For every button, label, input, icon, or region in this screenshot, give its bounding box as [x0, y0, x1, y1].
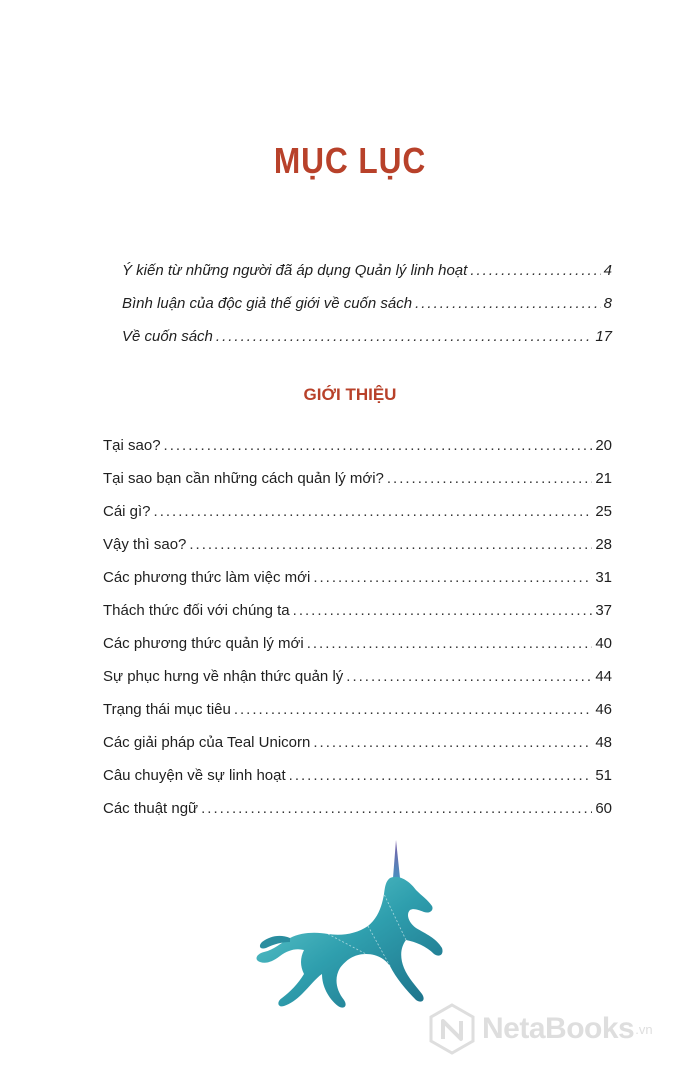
dot-leader	[154, 500, 593, 524]
dot-leader	[313, 731, 592, 755]
toc-entry-page: 31	[595, 569, 612, 586]
toc-entry-page: 25	[595, 503, 612, 520]
toc-entry[interactable]	[122, 325, 612, 349]
toc-entry-page: 21	[595, 470, 612, 487]
dot-leader	[216, 325, 592, 349]
toc-entry-page: 20	[595, 437, 612, 454]
toc-entry-label: Câu chuyện về sự linh hoạt	[103, 767, 286, 784]
netabooks-watermark	[428, 1003, 653, 1055]
toc-entry[interactable]	[103, 764, 612, 788]
toc-entry[interactable]	[103, 533, 612, 557]
toc-entry-label: Bình luận của độc giả thế giới về cuốn sách	[122, 295, 413, 312]
dot-leader	[201, 797, 592, 821]
toc-entry[interactable]	[103, 797, 612, 821]
toc-entry[interactable]	[103, 434, 612, 458]
page-title: MỤC LỤC	[273, 140, 427, 181]
toc-entry[interactable]	[122, 259, 612, 283]
toc-entry-page: 44	[595, 668, 612, 685]
dot-leader	[415, 292, 601, 316]
toc-entry-label: Các phương thức làm việc mới	[103, 569, 311, 586]
dot-leader	[234, 698, 592, 722]
dot-leader	[346, 665, 592, 689]
toc-entry-label: Ý kiến từ những người đã áp dụng Quản lý linh hoạt	[122, 262, 468, 279]
dot-leader	[470, 259, 600, 283]
toc-entry-label: Thách thức đối với chúng ta	[103, 602, 290, 619]
toc-entry[interactable]	[103, 731, 612, 755]
toc-entry-page: 51	[595, 767, 612, 784]
toc-entry-label: Sự phục hưng về nhận thức quản lý	[103, 668, 344, 685]
dot-leader	[293, 599, 593, 623]
toc-entry-label: Cái gì?	[103, 503, 151, 520]
toc-entry-page: 4	[603, 262, 612, 279]
dot-leader	[289, 764, 593, 788]
toc-entry-label: Về cuốn sách	[122, 328, 213, 345]
toc-entry-label: Các thuật ngữ	[103, 800, 199, 817]
toc-entry-page: 60	[595, 800, 612, 817]
toc-entry[interactable]	[103, 599, 612, 623]
dot-leader	[387, 467, 592, 491]
dot-leader	[307, 632, 593, 656]
dot-leader	[313, 566, 592, 590]
toc-entry-label: Vậy thì sao?	[103, 536, 187, 553]
toc-entry[interactable]	[103, 500, 612, 524]
toc-entry-label: Các giải pháp của Teal Unicorn	[103, 734, 311, 751]
watermark-name: NetaBooks	[482, 1012, 635, 1045]
toc-entry-page: 8	[603, 295, 612, 312]
dot-leader	[189, 533, 592, 557]
toc-entry-page: 37	[595, 602, 612, 619]
toc-entry[interactable]	[103, 632, 612, 656]
toc-entry[interactable]	[103, 467, 612, 491]
toc-entry[interactable]	[103, 665, 612, 689]
toc-entry-page: 46	[595, 701, 612, 718]
toc-entry-page: 48	[595, 734, 612, 751]
toc-entry-page: 17	[595, 328, 612, 345]
toc-entry-label: Trạng thái mục tiêu	[103, 701, 231, 718]
netabooks-logo-icon	[428, 1003, 476, 1055]
teal-unicorn-icon	[250, 838, 450, 1028]
watermark-suffix: .vn	[635, 1021, 653, 1037]
toc-entry-page: 40	[595, 635, 612, 652]
section-heading: GIỚI THIỆU	[303, 385, 397, 404]
toc-entry-label: Tại sao bạn cần những cách quản lý mới?	[103, 470, 384, 487]
dot-leader	[164, 434, 593, 458]
toc-entry[interactable]	[103, 698, 612, 722]
toc-entry[interactable]	[122, 292, 612, 316]
toc-entry[interactable]	[103, 566, 612, 590]
toc-entry-label: Các phương thức quản lý mới	[103, 635, 304, 652]
toc-entry-page: 28	[595, 536, 612, 553]
toc-entry-label: Tại sao?	[103, 437, 161, 454]
